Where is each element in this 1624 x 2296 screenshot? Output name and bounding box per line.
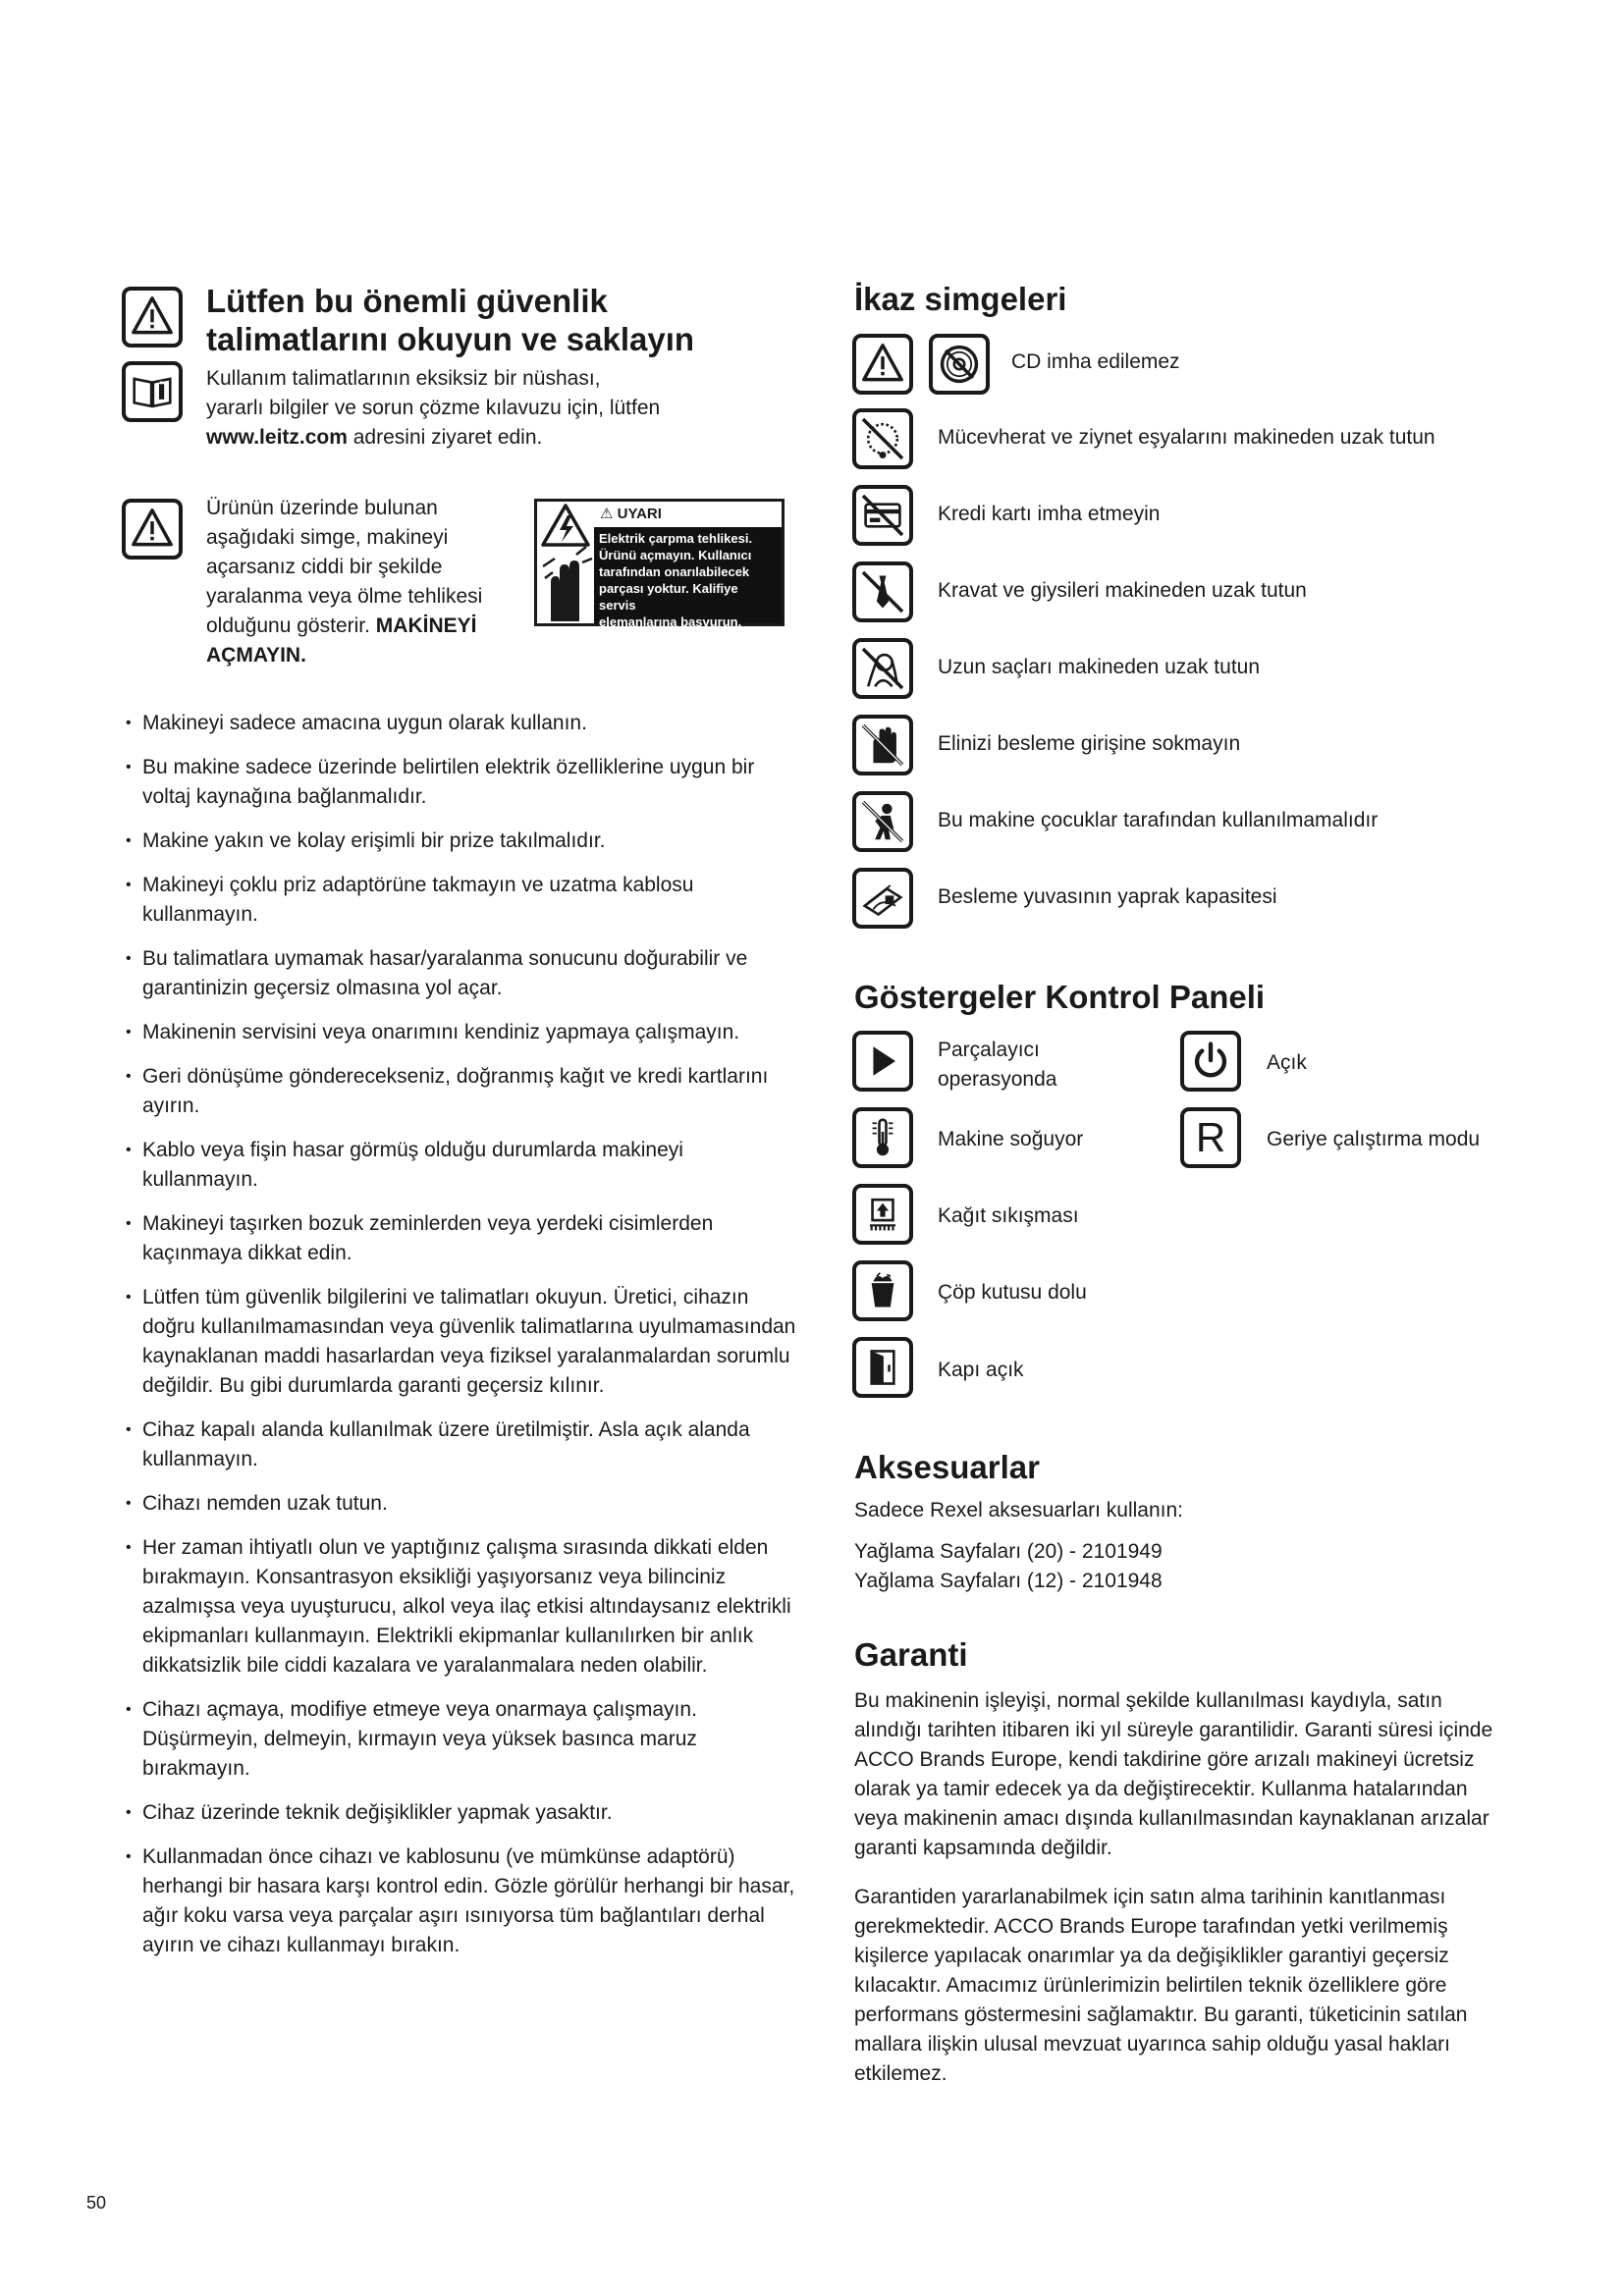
ikaz-label: Kravat ve giysileri makineden uzak tutun	[938, 579, 1307, 602]
warning-line: yaralanma veya ölme tehlikesi	[206, 585, 483, 608]
ikaz-label: Kredi kartı imha etmeyin	[938, 503, 1161, 525]
label-line: tarafından onarılabilecek	[599, 564, 750, 579]
accessory-item: Yağlama Sayfaları (12) - 2101948	[854, 1570, 1163, 1592]
bin-full-icon	[852, 1260, 913, 1321]
list-item: • Makineyi sadece amacına uygun olarak kullanın.	[122, 709, 799, 738]
intro-line: yararlı bilgiler ve sorun çözme kılavuzu için, lütfen	[206, 397, 661, 419]
panel-label-shredder	[938, 1036, 1056, 1095]
panel-label-bin: Çöp kutusu dolu	[938, 1281, 1087, 1304]
no-long-hair-icon	[852, 638, 913, 699]
warning-part: olduğunu gösterir.	[206, 614, 376, 637]
list-item: • Geri dönüşüme gönderecekseniz, doğranmış kağıt ve kredi kartlarını ayırın.	[122, 1062, 799, 1121]
read-manual-icon	[122, 361, 183, 422]
warning-label	[534, 499, 785, 629]
list-item: • Lütfen tüm güvenlik bilgilerini ve talimatları okuyun. Üretici, cihazın doğru kullanılmamasından veya güvenlik talimatlarına uyulmamasından kaynaklanan maddi hasarlardan veya fiziksel yaralanmalardan sorumlu değildir. Bu gibi durumlarda garanti geçersiz kılınır.	[122, 1283, 799, 1401]
ikaz-label: Elinizi besleme girişine sokmayın	[938, 732, 1241, 755]
panel-title: Göstergeler Kontrol Paneli	[854, 979, 1266, 1015]
no-tie-icon	[852, 561, 913, 622]
panel-label-reverse: Geriye çalıştırma modu	[1267, 1128, 1481, 1150]
warning-small-icon: ⚠	[600, 506, 614, 522]
label-line: Ürünü açmayın. Kullanıcı	[599, 548, 752, 562]
ikaz-title: İkaz simgeleri	[854, 281, 1067, 317]
panel-label-power: Açık	[1267, 1051, 1307, 1074]
list-item: • Cihaz kapalı alanda kullanılmak üzere üretilmiştir. Asla açık alanda kullanmayın.	[122, 1415, 799, 1474]
ikaz-label: Besleme yuvasının yaprak kapasitesi	[938, 885, 1277, 908]
shock-hazard-icon	[537, 502, 594, 623]
list-item: • Kullanmadan önce cihazı ve kablosunu (ve mümkünse adaptörü) herhangi bir hasara karşı kontrol edin. Gözle görülür herhangi bir hasar, ağır koku varsa veya parçalar aşırı ısınıyorsa tüm bağlantıları derhal ayırın ve cihazı kullanmayı bırakın.	[122, 1842, 799, 1960]
warning-emphasis: MAKİNEYİ	[375, 614, 477, 637]
intro-line: Kullanım talimatlarının eksiksiz bir nüshası,	[206, 367, 601, 390]
panel-label-door: Kapı açık	[938, 1359, 1024, 1381]
accessories-intro: Sadece Rexel aksesuarları kullanın:	[854, 1499, 1184, 1522]
play-icon	[852, 1031, 913, 1092]
warning-line: açarsanız ciddi bir şekilde	[206, 556, 443, 578]
ikaz-label: CD imha edilemez	[1011, 350, 1180, 373]
panel-label-cooling: Makine soğuyor	[938, 1128, 1084, 1150]
list-item: • Cihaz üzerinde teknik değişiklikler yapmak yasaktır.	[122, 1798, 799, 1828]
paper-jam-icon	[852, 1184, 913, 1245]
ikaz-label: Bu makine çocuklar tarafından kullanılmamalıdır	[938, 809, 1379, 831]
reverse-glyph: R	[1195, 1114, 1226, 1160]
accessory-item: Yağlama Sayfaları (20) - 2101949	[854, 1540, 1163, 1563]
list-item: • Kablo veya fişin hasar görmüş olduğu durumlarda makineyi kullanmayın.	[122, 1136, 799, 1195]
ikaz-label: Uzun saçları makineden uzak tutun	[938, 656, 1261, 678]
no-credit-card-icon	[852, 485, 913, 546]
panel-label-line: Parçalayıcı	[938, 1039, 1040, 1061]
warranty-para2: Garantiden yararlanabilmek için satın alma tarihinin kanıtlanması gerekmektedir. ACCO Brands Europe tarafından yetki verilmemiş kişilerce yapılacak onarımlar ya da değişiklikler garantiyi geçersiz kılacaktır. Amacımız ürünlerimizin belirtilen teknik özelliklere göre performans göstermesini sağlamaktır. Bu garanti, tüketicinin satılan mallara ilişkin ulusal mevzuat uyarınca sahip olduğu yasal hakları etkilemez.	[854, 1886, 1468, 2085]
label-body	[594, 527, 782, 629]
door-open-icon	[852, 1337, 913, 1398]
intro-rest: adresini ziyaret edin.	[347, 426, 543, 449]
list-item: • Makineyi çoklu priz adaptörüne takmayın ve uzatma kablosu kullanmayın.	[122, 871, 799, 930]
safety-title	[206, 282, 694, 358]
no-jewellery-icon	[852, 408, 913, 469]
safety-intro	[206, 364, 756, 453]
safety-bullet-list	[122, 709, 799, 1975]
sheet-capacity-icon	[852, 868, 913, 929]
list-item: • Makineyi taşırken bozuk zeminlerden veya yerdeki cisimlerden kaçınmaya dikkat edin.	[122, 1209, 799, 1268]
no-cd-icon	[929, 334, 990, 395]
power-icon	[1180, 1031, 1241, 1092]
ikaz-label: Mücevherat ve ziynet eşyalarını makineden uzak tutun	[938, 426, 1435, 449]
accessories-list	[854, 1537, 1163, 1596]
intro-line	[206, 423, 756, 453]
warning-triangle-icon	[122, 287, 183, 347]
panel-label-line: operasyonda	[938, 1068, 1057, 1091]
no-children-icon	[852, 791, 913, 852]
warning-emphasis: AÇMAYIN.	[206, 644, 306, 667]
list-item: • Her zaman ihtiyatlı olun ve yaptığınız çalışma sırasında dikkati elden bırakmayın. Konsantrasyon eksikliği yaşıyorsanız veya bilinciniz azalmışsa veya uyuşturucu, alkol veya ilaç etkisi altındaysanız elektrikli ekipmanları kullanmayın. Elektrikli ekipmanlar kullanılırken bir anlık dikkatsizlik bile ciddi kazalara ve yaralanmalara neden olabilir.	[122, 1533, 799, 1681]
warning-line: aşağıdaki simge, makineyi	[206, 526, 449, 549]
list-item: • Bu talimatlara uymamak hasar/yaralanma sonucunu doğurabilir ve garantinizin geçersiz olmasına yol açar.	[122, 944, 799, 1003]
warning-line: Ürünün üzerinde bulunan	[206, 497, 438, 519]
accessories-title: Aksesuarlar	[854, 1449, 1040, 1485]
safety-title-line: talimatlarını okuyun ve saklayın	[206, 321, 695, 357]
warning-triangle-icon	[852, 334, 913, 395]
list-item: • Makine yakın ve kolay erişimli bir prize takılmalıdır.	[122, 827, 799, 856]
thermometer-icon	[852, 1107, 913, 1168]
warning-line	[206, 612, 530, 641]
warning-line	[206, 641, 530, 670]
no-hand-icon	[852, 715, 913, 775]
list-item: • Cihazı nemden uzak tutun.	[122, 1489, 799, 1519]
label-title: UYARI	[617, 506, 662, 522]
safety-title-line: Lütfen bu önemli güvenlik	[206, 283, 608, 319]
website-link[interactable]: www.leitz.com	[206, 426, 348, 449]
reverse-r-icon	[1180, 1107, 1241, 1168]
warranty-title: Garanti	[854, 1636, 968, 1673]
warranty-para1: Bu makinenin işleyişi, normal şekilde kullanılması kaydıyla, satın alındığı tarihten itibaren iki yıl süreyle garantilidir. Garanti süresi içinde ACCO Brands Europe, kendi takdirine göre arızalı makineyi ücretsiz olarak ya tamir edecek ya da değiştirecektir. Kullanma hatalarından veya makinenin amacı dışında kullanılmasından kaynaklanan arızalar garanti kapsamında değildir.	[854, 1689, 1493, 1859]
warning-triangle-icon	[122, 499, 183, 560]
label-line: Elektrik çarpma tehlikesi.	[599, 531, 753, 546]
panel-label-jam: Kağıt sıkışması	[938, 1204, 1079, 1227]
list-item: • Makinenin servisini veya onarımını kendiniz yapmaya çalışmayın.	[122, 1018, 799, 1047]
label-header	[594, 502, 782, 527]
list-item: • Cihazı açmaya, modifiye etmeye veya onarmaya çalışmayın. Düşürmeyin, delmeyin, kırmayın veya yüksek basınca maruz bırakmayın.	[122, 1695, 799, 1784]
warning-text	[206, 494, 530, 670]
label-line: parçası yoktur. Kalifiye servis	[599, 581, 738, 613]
list-item: • Bu makine sadece üzerinde belirtilen elektrik özelliklerine uygun bir voltaj kaynağına bağlanmalıdır.	[122, 753, 799, 812]
label-line: elemanlarına başvurun.	[599, 614, 742, 629]
page-number: 50	[86, 2193, 107, 2213]
